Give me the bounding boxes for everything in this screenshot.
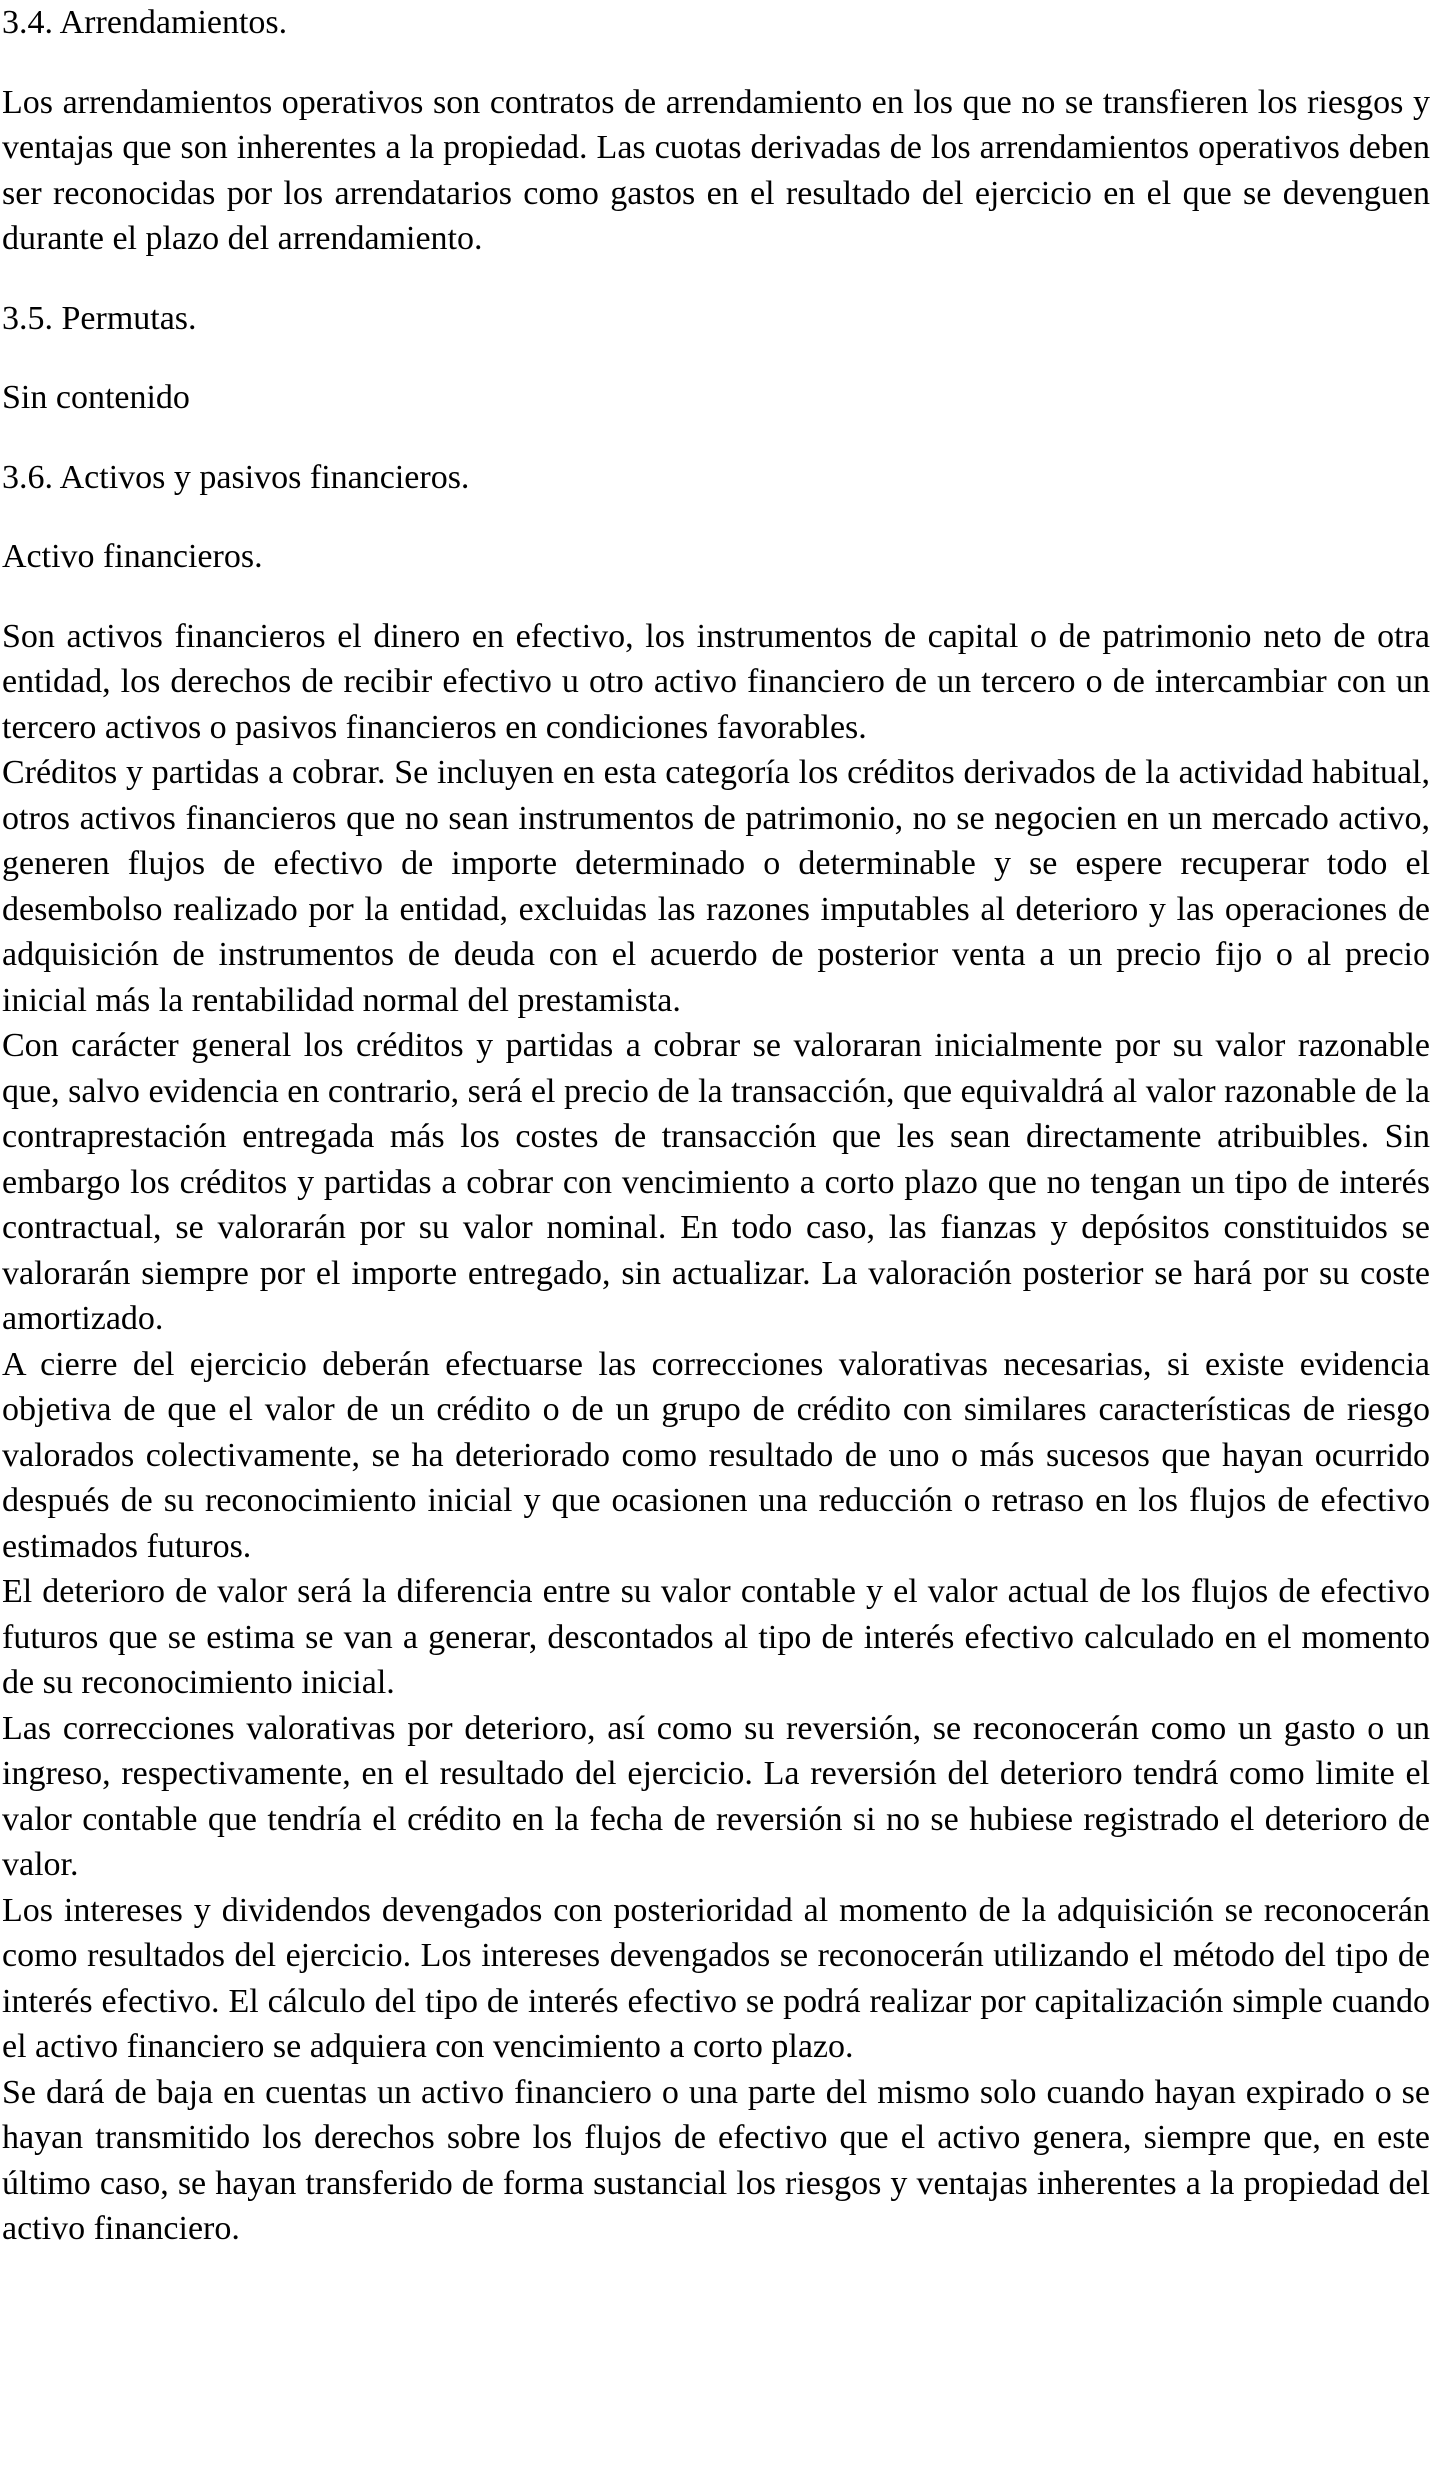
paragraph-arrendamientos: Los arrendamientos operativos son contratos de arrendamiento en los que no se transfieren los riesgos y ventajas que son inherentes a la propiedad. Las cuotas derivadas de los arrendamientos operativos deben ser reconocidas por los arrendatarios como gastos en el resultado del ejercicio en el que se devenguen durante el plazo del arrendamiento.: [2, 83, 1430, 257]
subheading-activo-financieros: Activo financieros.: [2, 538, 263, 575]
paragraph-valoracion-inicial: Con carácter general los créditos y partidas a cobrar se valoraran inicialmente por su valor razonable que, salvo evidencia en contrario, será el precio de la transacción, que equivaldrá al valor razonable de la contraprestación entregada más los costes de transacción que les sean directamente atribuibles. Sin embargo los créditos y partidas a cobrar con vencimiento a corto plazo que no tengan un tipo de interés contractual, se valorarán por su valor nominal. En todo caso, las fianzas y depósitos constituidos se valorarán siempre por el importe entregado, sin actualizar. La valoración posterior se hará por su coste amortizado.: [2, 1027, 1430, 1337]
spacer: [2, 341, 1430, 375]
paragraph-baja-cuentas: Se dará de baja en cuentas un activo financiero o una parte del mismo solo cuando hayan expirado o se hayan transmitido los derechos sobre los flujos de efectivo que el activo genera, siempre que, en este último caso, se hayan transferido de forma sustancial los riesgos y ventajas inherentes a la propiedad del activo financiero.: [2, 2073, 1430, 2247]
spacer: [2, 262, 1430, 296]
paragraph-creditos-partidas: Créditos y partidas a cobrar. Se incluyen en esta categoría los créditos derivados de la actividad habitual, otros activos financieros que no sean instrumentos de patrimonio, no se negocien en un mercado activo, generen flujos de efectivo de importe determinado o determinable y se espere recuperar todo el desembolso realizado por la entidad, excluidas las razones imputables al deterioro y las operaciones de adquisición de instrumentos de deuda con el acuerdo de posterior venta a un precio fijo o al precio inicial más la rentabilidad normal del prestamista.: [2, 754, 1430, 1019]
section-heading-permutas: 3.5. Permutas.: [2, 299, 197, 337]
section-heading-activos-pasivos: 3.6. Activos y pasivos financieros.: [2, 458, 470, 496]
paragraph-definicion-activos: Son activos financieros el dinero en efectivo, los instrumentos de capital o de patrimonio neto de otra entidad, los derechos de recibir efectivo u otro activo financiero de un tercero o de intercambiar con un tercero activos o pasivos financieros en condiciones favorables.: [2, 617, 1430, 746]
paragraph-correcciones-valorativas: A cierre del ejercicio deberán efectuarse las correcciones valorativas necesarias, si existe evidencia objetiva de que el valor de un crédito o de un grupo de crédito con similares características de riesgo valorados colectivamente, se ha deteriorado como resultado de uno o más sucesos que hayan ocurrido después de su reconocimiento inicial y que ocasionen una reducción o retraso en los flujos de efectivo estimados futuros.: [2, 1345, 1430, 1565]
section-heading-arrendamientos: 3.4. Arrendamientos.: [2, 4, 288, 41]
paragraph-reversion-deterioro: Las correcciones valorativas por deterioro, así como su reversión, se reconocerán como un gasto o un ingreso, respectivamente, en el resultado del ejercicio. La reversión del deterioro tendrá como limite el valor contable que tendría el crédito en la fecha de reversión si no se hubiese registrado el deterioro de valor.: [2, 1709, 1430, 1883]
paragraph-deterioro-valor: El deterioro de valor será la diferencia entre su valor contable y el valor actual de los flujos de efectivo futuros que se estima se van a generar, descontados al tipo de interés efectivo calculado en el momento de su reconocimiento inicial.: [2, 1573, 1430, 1701]
spacer: [2, 46, 1430, 80]
paragraph-intereses-dividendos: Los intereses y dividendos devengados con posterioridad al momento de la adquisición se reconocerán como resultados del ejercicio. Los intereses devengados se reconocerán utilizando el método del tipo de interés efectivo. El cálculo del tipo de interés efectivo se podrá realizar por capitalización simple cuando el activo financiero se adquiera con vencimiento a corto plazo.: [2, 1891, 1430, 2065]
paragraph-permutas: Sin contenido: [2, 379, 190, 416]
spacer: [2, 580, 1430, 614]
spacer: [2, 500, 1430, 534]
spacer: [2, 421, 1430, 455]
